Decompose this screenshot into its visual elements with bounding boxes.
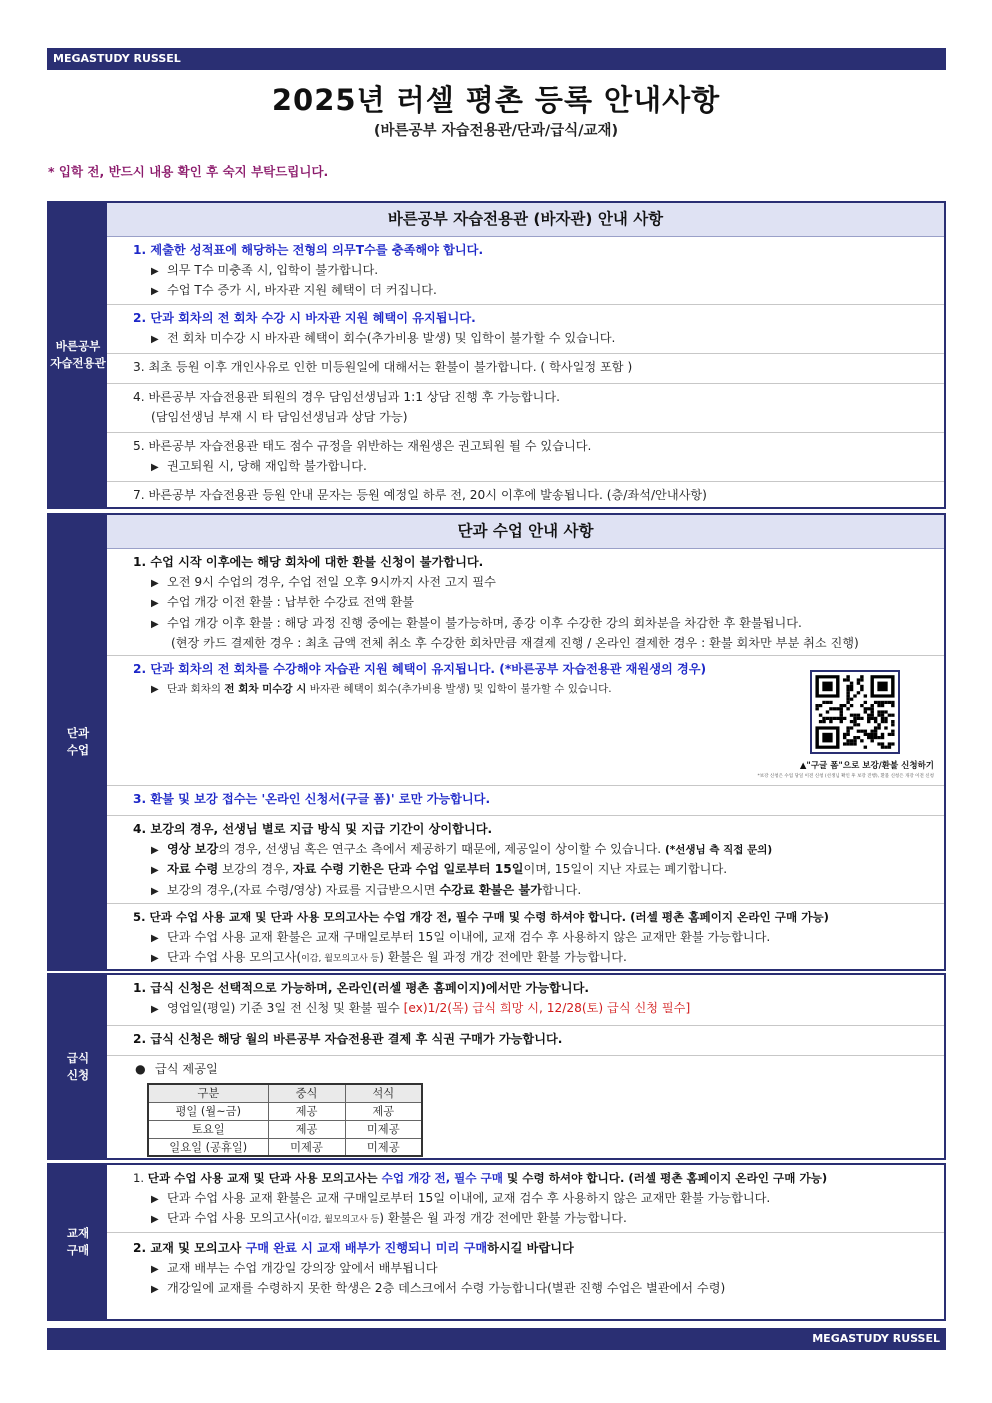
side-label-meal (49, 975, 107, 1158)
qr-note: *보강 신청은 수업 당일 이전 신청 (선생님 확인 후 보강 진행), 환불 신청은 개강 이전 신청 (757, 774, 934, 779)
list-item (107, 786, 944, 816)
list-item (107, 384, 944, 433)
triangle-icon: ▶ (151, 1003, 159, 1015)
item-detail: 단과 수업 사용 교재 환불은 교재 구매일로부터 15일 이내에, 교재 검수 후 사용하지 않은 교재만 환불 가능합니다. (167, 1190, 771, 1205)
item-title: 1. (133, 1171, 148, 1185)
item-detail: 개강일에 교재를 수령하지 못한 학생은 2층 데스크에서 수령 가능합니다(별관 진행 수업은 별관에서 수령) (167, 1281, 726, 1296)
list-item (107, 305, 944, 354)
top-brand-bar (47, 48, 946, 70)
bottom-brand-bar (47, 1328, 946, 1350)
item-detail: (담임선생님 부재 시 타 담임선생님과 상담 가능) (151, 409, 408, 424)
item-detail: ) 환불은 월 과정 개강 전에만 환불 가능합니다. (379, 1211, 627, 1226)
triangle-icon: ▶ (151, 844, 159, 856)
triangle-icon: ▶ (151, 333, 159, 345)
triangle-icon: ▶ (151, 265, 159, 277)
section-single-class (47, 513, 946, 971)
item-title: 2. 급식 신청은 해당 월의 바른공부 자습전용관 결제 후 식권 구매가 가능합니다. (133, 1032, 563, 1046)
side-line: 자습전용관 (50, 356, 106, 370)
table-cell: 평일 (월~금) (148, 1102, 268, 1120)
list-item (107, 482, 944, 509)
table-cell: 미제공 (345, 1138, 422, 1156)
side-label-single-class (49, 515, 107, 969)
item-detail: 영업일(평일) 기준 3일 전 신청 및 환불 필수 (167, 1000, 404, 1015)
triangle-icon: ▶ (151, 461, 159, 473)
item-detail: 단과 수업 사용 교재 환불은 교재 구매일로부터 15일 이내에, 교재 검수 후 사용하지 않은 교재만 환불 가능합니다. (167, 929, 771, 944)
brand-label: MEGASTUDY RUSSEL (53, 52, 181, 65)
side-line: 단과 (66, 726, 90, 740)
table-row (148, 1102, 422, 1120)
triangle-icon: ▶ (151, 1193, 159, 1205)
item-detail-bold: 자료 수령 기한은 단과 수업 일로부터 15일 (292, 862, 524, 877)
triangle-icon: ▶ (151, 577, 159, 589)
list-item (107, 1026, 944, 1056)
item-detail-bold: (*선생님 측 직접 문의) (664, 843, 773, 856)
item-title: 3. 환불 및 보강 접수는 '온라인 신청서(구글 폼)' 로만 가능합니다. (133, 792, 491, 806)
item-title: 4. 보강의 경우, 선생님 별로 지급 방식 및 지급 기간이 상이합니다. (133, 822, 493, 836)
item-title-blue: 구매 완료 시 교재 배부가 진행되니 미리 구매 (245, 1241, 488, 1255)
list-item (107, 1233, 944, 1319)
brand-label: MEGASTUDY RUSSEL (812, 1332, 940, 1345)
list-item (107, 354, 944, 384)
triangle-icon: ▶ (151, 683, 159, 695)
side-line: 교재 (66, 1226, 90, 1240)
table-cell: 제공 (268, 1102, 345, 1120)
triangle-icon: ▶ (151, 953, 159, 965)
table-header: 석식 (345, 1084, 422, 1102)
item-detail: 수업 T수 증가 시, 바자관 지원 혜택이 더 커집니다. (167, 283, 437, 298)
page-title: 2025년 러셀 평촌 등록 안내사항 (271, 83, 721, 117)
item-detail-bold: 전 회차 미수강 시 (224, 682, 307, 695)
table-cell: 제공 (345, 1102, 422, 1120)
item-detail-bold: 자료 수령 (167, 862, 219, 877)
item-detail: 단과 수업 사용 모의고사( (167, 950, 302, 965)
item-detail: 단과 수업 사용 모의고사( (167, 1211, 302, 1226)
side-line: 급식 (66, 1050, 90, 1065)
table-row (148, 1120, 422, 1138)
list-item (107, 656, 944, 786)
list-item (107, 1056, 944, 1158)
table-cell: 미제공 (345, 1120, 422, 1138)
page-subtitle: (바른공부 자습전용관/단과/급식/교재) (373, 123, 619, 139)
qr-code[interactable] (810, 670, 900, 754)
section-header: 단과 수업 안내 사항 (107, 515, 944, 549)
side-line: 신청 (66, 1067, 90, 1082)
item-title: 급식 제공일 (155, 1062, 218, 1076)
side-label-study-hall (49, 203, 107, 507)
triangle-icon: ▶ (151, 1263, 159, 1275)
item-title: 2. 단과 회차의 전 회차를 수강해야 자습관 지원 혜택이 유지됩니다. (*바른공부 자습전용관 재원생의 경우) (133, 662, 707, 676)
item-detail: 합니다. (542, 882, 582, 897)
bullet-icon: ● (135, 1062, 146, 1076)
item-detail: 보강의 경우,(자료 수령/영상) 자료를 지급받으시면 (167, 882, 440, 897)
item-title-bold: 단과 수업 사용 교재 및 단과 사용 모의고사는 (147, 1171, 382, 1185)
list-item (107, 904, 944, 969)
item-title: 5. 단과 수업 사용 교재 및 단과 사용 모의고사는 수업 개강 전, 필수 구매 및 수령 하셔야 합니다. (러셀 평촌 홈페이지 온라인 구매 가능) (133, 910, 829, 924)
side-line: 구매 (66, 1243, 90, 1257)
item-detail-small: 이감, 월모의고사 등 (301, 954, 380, 965)
item-title: 4. 바른공부 자습전용관 퇴원의 경우 담임선생님과 1:1 상담 진행 후 가능합니다. (133, 390, 561, 404)
section-textbook (47, 1163, 946, 1321)
item-detail: 의무 T수 미충족 시, 입학이 불가합니다. (167, 262, 379, 277)
side-line: 수업 (66, 743, 90, 757)
table-row (148, 1138, 422, 1156)
list-item (107, 1165, 944, 1233)
item-detail: 교재 배부는 수업 개강일 강의장 앞에서 배부됩니다 (167, 1260, 438, 1275)
item-detail: 전 회차 미수강 시 바자관 혜택이 회수(추가비용 발생) 및 입학이 불가할 수 있습니다. (167, 330, 616, 345)
table-cell: 미제공 (268, 1138, 345, 1156)
item-title: 1. 제출한 성적표에 해당하는 전형의 의무T수를 충족해야 합니다. (133, 243, 484, 257)
item-detail: 바자관 혜택이 회수(추가비용 발생) 및 입학이 불가할 수 있습니다. (306, 682, 612, 695)
item-detail: 이며, 15일이 지난 자료는 폐기합니다. (523, 862, 728, 877)
item-detail: 수업 개강 이후 환불 : 해당 과정 진행 중에는 환불이 불가능하며, 종강 이후 수강한 강의 회차분을 차감한 후 환불됩니다. (167, 615, 802, 630)
list-item (107, 433, 944, 482)
section-study-hall (47, 201, 946, 509)
item-detail: 권고퇴원 시, 당해 재입학 불가합니다. (167, 458, 367, 473)
table-cell: 일요일 (공휴일) (148, 1138, 268, 1156)
meal-table (147, 1083, 423, 1157)
item-title-bold: 2. 교재 및 모의고사 (133, 1241, 246, 1255)
notice-text: * 입학 전, 반드시 내용 확인 후 숙지 부탁드립니다. (48, 164, 329, 179)
table-cell: 토요일 (148, 1120, 268, 1138)
triangle-icon: ▶ (151, 932, 159, 944)
table-header: 구분 (148, 1084, 268, 1102)
item-title: 5. 바른공부 자습전용관 태도 점수 규정을 위반하는 재원생은 권고퇴원 될 수 있습니다. (133, 439, 592, 453)
item-title: 1. 수업 시작 이후에는 해당 회차에 대한 환불 신청이 불가합니다. (133, 555, 484, 569)
item-title: 1. 급식 신청은 선택적으로 가능하며, 온라인(러셀 평촌 홈페이지)에서만 가능합니다. (133, 981, 589, 995)
table-header: 중식 (268, 1084, 345, 1102)
item-title-bold: 하시길 바랍니다 (487, 1241, 574, 1255)
item-detail: 수업 개강 이전 환불 : 납부한 수강료 전액 환불 (167, 595, 415, 610)
item-detail: 보강의 경우, (218, 862, 293, 877)
triangle-icon: ▶ (151, 286, 159, 298)
item-detail-small: 이감, 월모의고사 등 (301, 1215, 380, 1226)
table-cell: 제공 (268, 1120, 345, 1138)
triangle-icon: ▶ (151, 865, 159, 877)
qr-caption: ▲"구글 폼"으로 보강/환불 신청하기 (799, 761, 934, 771)
section-header: 바른공부 자습전용관 (바자관) 안내 사항 (107, 203, 944, 237)
item-title: 3. 최초 등원 이후 개인사유로 인한 미등원일에 대해서는 환불이 불가합니다. ( 학사일정 포함 ) (133, 360, 633, 374)
item-detail: (현장 카드 결제한 경우 : 최초 금액 전체 취소 후 수강한 회차만큼 재결제 진행 / 온라인 결제한 경우 : 환불 회차만 부분 취소 진행) (171, 636, 859, 651)
item-title: 7. 바른공부 자습전용관 등원 안내 문자는 등원 예정일 하루 전, 20시 이후에 발송됩니다. (층/좌석/안내사항) (133, 488, 707, 502)
triangle-icon: ▶ (151, 1284, 159, 1296)
item-title-bold: 및 수령 하셔야 합니다. (러셀 평촌 홈페이지 온라인 구매 가능) (503, 1171, 828, 1185)
triangle-icon: ▶ (151, 618, 159, 630)
item-detail: ) 환불은 월 과정 개강 전에만 환불 가능합니다. (379, 950, 627, 965)
item-title: 2. 단과 회차의 전 회차 수강 시 바자관 지원 혜택이 유지됩니다. (133, 311, 476, 325)
section-meal (47, 973, 946, 1160)
item-title-blue: 수업 개강 전, 필수 구매 (381, 1171, 503, 1185)
item-detail-bold: 수강료 환불은 불가 (439, 882, 542, 897)
item-detail: 의 경우, 선생님 혹은 연구소 측에서 제공하기 때문에, 제공일이 상이할 수 있습니다. (218, 841, 665, 856)
triangle-icon: ▶ (151, 598, 159, 610)
list-item (107, 975, 944, 1026)
triangle-icon: ▶ (151, 885, 159, 897)
triangle-icon: ▶ (151, 1214, 159, 1226)
item-detail: 단과 회차의 (167, 682, 225, 695)
item-detail: 오전 9시 수업의 경우, 수업 전일 오후 9시까지 사전 고지 필수 (167, 574, 496, 589)
list-item (107, 816, 944, 904)
list-item (107, 237, 944, 305)
item-detail-red: [ex)1/2(목) 급식 희망 시, 12/28(토) 급식 신청 필수] (403, 1000, 691, 1015)
side-line: 바른공부 (55, 339, 101, 353)
item-detail-bold: 영상 보강 (167, 841, 219, 856)
list-item (107, 549, 944, 656)
side-label-textbook (49, 1165, 107, 1319)
